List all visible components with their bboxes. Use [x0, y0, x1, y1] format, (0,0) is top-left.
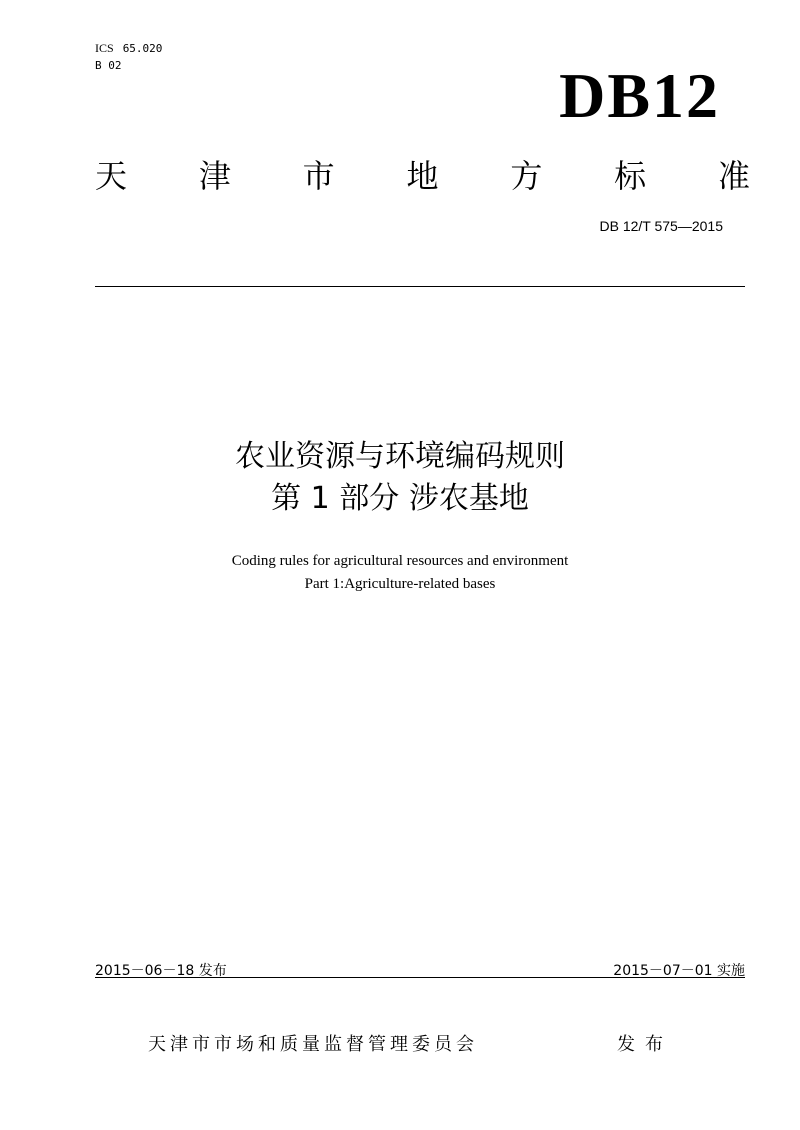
ics-label: ICS [95, 41, 114, 55]
issuing-authority: 天津市市场和质量监督管理委员会 [148, 1034, 478, 1055]
standard-type-title [95, 156, 750, 196]
standard-type-char: 标 [614, 157, 647, 195]
document-title-cn: 农业资源与环境编码规则 [235, 439, 565, 474]
standard-type-char: 方 [510, 157, 543, 195]
ccs-code: B 02 [95, 59, 122, 72]
standard-type-char: 准 [717, 157, 750, 195]
standard-number: DB 12/T 575—2015 [599, 218, 723, 234]
standard-type-char: 津 [198, 157, 231, 195]
ics-code: 65.020 [122, 42, 163, 55]
document-subtitle-en: Part 1:Agriculture-related bases [304, 576, 496, 592]
issue-label: 发布 [617, 1034, 673, 1055]
document-title-en: Coding rules for agricultural resources and environment [231, 553, 569, 569]
document-subtitle-cn: 第 1 部分 涉农基地 [271, 481, 529, 516]
header-divider [95, 286, 745, 287]
publish-date: 2015－06－18 发布 [95, 963, 227, 979]
standard-code: DB12 [559, 60, 720, 131]
standard-type-char: 地 [406, 157, 439, 195]
implement-date: 2015－07－01 实施 [613, 963, 745, 979]
standard-type-char: 市 [302, 157, 335, 195]
standard-type-char: 天 [95, 157, 128, 195]
footer-divider [95, 977, 745, 978]
ics-classification [95, 40, 162, 57]
